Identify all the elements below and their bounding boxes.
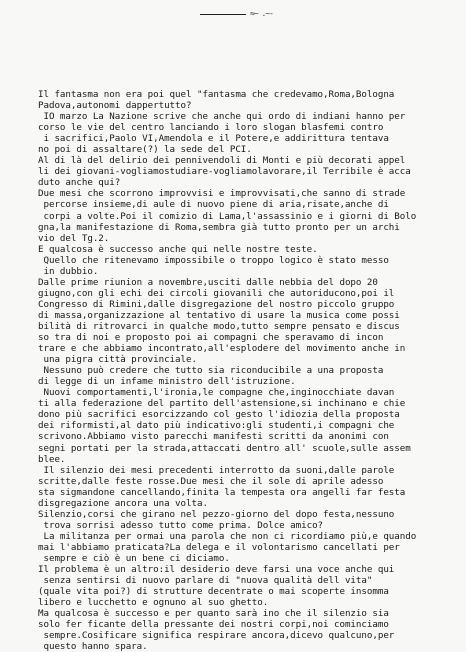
text-line: segni portati per la strada,attaccati dentro all' scuole,sulle assem	[38, 442, 411, 454]
text-line: Il fantasma non era poi quel "fantasma che credevamo,Roma,Bologna	[38, 89, 395, 100]
text-line: Il silenzio dei mesi precedenti interrotto da suoni,dalle parole	[38, 464, 395, 476]
text-line: vio del Tg.2.	[38, 232, 110, 244]
text-line: trova sorrisi adesso tutto come prima. Dolce amico?	[38, 519, 324, 531]
text-line: sempre.Cosificare significa respirare ancora,dicevo qualcuno,per	[38, 630, 395, 642]
text-line: i sacrifici,Paolo VI,Amendola e il Potere,e addirittura tentava	[38, 133, 389, 145]
text-line: Silenzio,corsi che girano nel pezzo-giorno del dopo festa,nessuno	[38, 508, 395, 520]
text-line: dei riformisti,al dato più indicativo:gli studenti,i compagni che	[38, 420, 395, 432]
text-line: libero e lucchetto e ognuno al suo ghetto.	[38, 597, 269, 609]
text-line: gna,la manifestazione di Roma,sembra già tutto pronto per un archi	[38, 221, 400, 233]
text-line: blee.	[38, 453, 66, 465]
text-line: sempre e ciò è un bene ci diciamo.	[38, 552, 230, 564]
text-line: senza sentirsi di nuovo parlare di "nuova qualità dell vita"	[38, 575, 373, 587]
text-line: una pigra città provinciale.	[38, 354, 197, 366]
text-line: scrivono.Abbiamo visto parecchi manifesti scritti da anonimi con	[38, 431, 389, 443]
text-line: scritte,dalle feste rosse.Due mesi che il sole di aprile adesso	[38, 475, 384, 487]
text-line: Al di là del delirio dei pennivendoli di Monti e più decorati appel	[38, 155, 406, 167]
text-line: giugno,con gli echi dei circoli giovanili che autoriducono,poi il	[38, 287, 395, 299]
text-line: duto anche qui?	[38, 177, 121, 189]
text-line: percorse insieme,di aule di nuovo piene di aria,risate,anche di	[38, 199, 389, 211]
text-line: solo fer ficante della pressante dei nostri corpi,noi cominciamo	[38, 619, 389, 631]
text-line: Dalle prime riunion a novembre,usciti dalle nebbia del dopo 20	[38, 276, 378, 288]
text-line: bilità di ritrovarci in qualche modo,tutto sempre pensato e discus	[38, 320, 400, 332]
document-body	[38, 89, 456, 652]
text-line: questo hanno spara.	[38, 641, 148, 652]
text-line: IO marzo La Nazione scrive che anche qui ordo di indiani hanno per	[38, 111, 406, 123]
text-line: mai l'abbiamo praticata?La delega e il volontarismo cancellati per	[38, 541, 400, 553]
text-line: Padova,autonomi dappertutto?	[38, 100, 192, 112]
text-line: (quale vita poi?) di strutture decentrate o mai scoperte insomma	[38, 586, 389, 598]
text-line: Nuovi comportamenti,l'ironia,le compagne che,inginocchiate davan	[38, 387, 395, 399]
text-line: di massa,organizzazione al tentativo di usare la musica come possi	[38, 309, 400, 321]
text-line: Quello che ritenevamo impossibile o troppo logico è stato messo	[38, 254, 389, 266]
text-line: no poi di assaltare(?) la sede del PCI.	[38, 144, 252, 156]
text-line: corpi a volte.Poi il comizio di Lama,l'assassinio e i giorni di Bolo	[38, 210, 417, 222]
text-line: Congresso di Rimini,dalle disgregazione del nostro piccolo gruppo	[38, 298, 395, 310]
text-line: La militanza per ormai una parola che non ci ricordiamo più,e quando	[38, 530, 417, 542]
header-rule	[200, 14, 246, 16]
text-line: ti alla federazione del partito dell'astensione,si inchinano e chie	[38, 398, 406, 410]
text-line: E qualcosa è successo anche qui nelle nostre teste.	[38, 243, 318, 255]
text-line: trare e che abbiamo incontrato,all'esplodere del movimento anche in	[38, 343, 406, 355]
text-line: di legge di un infame ministro dell'istruzione.	[38, 376, 296, 388]
text-line: dono più sacrifici esorcizzando col gesto l'idiozia della proposta	[38, 409, 400, 421]
header-mark: ≈~ .~-	[250, 9, 273, 18]
text-line: disgregazione ancora una volta.	[38, 497, 208, 509]
text-line: Nessuno può credere che tutto sia riconducibile a una proposta	[38, 365, 384, 377]
text-line: so tra di noi e proposto poi ai compagni che speravamo di incon	[38, 332, 384, 344]
text-line: Il problema è un altro:il desiderio deve farsi una voce anche qui	[38, 564, 395, 576]
text-line: li dei giovani-vogliamostudiare-vogliamolavorare,il Terribile è acca	[38, 166, 411, 178]
text-line: corso le vie del centro lanciando i loro slogan blasfemi contro	[38, 122, 384, 134]
text-line: Due mesi che scorrono improvvisi e improvvisati,che sanno di strade	[38, 188, 406, 200]
text-line: Ma qualcosa è successo e per quanto sarà ino che il silenzio sia	[38, 608, 389, 620]
text-line: sta sigmandone cancellando,finita la tempesta ora angelli far festa	[38, 486, 406, 498]
text-line: in dubbio.	[38, 265, 99, 277]
